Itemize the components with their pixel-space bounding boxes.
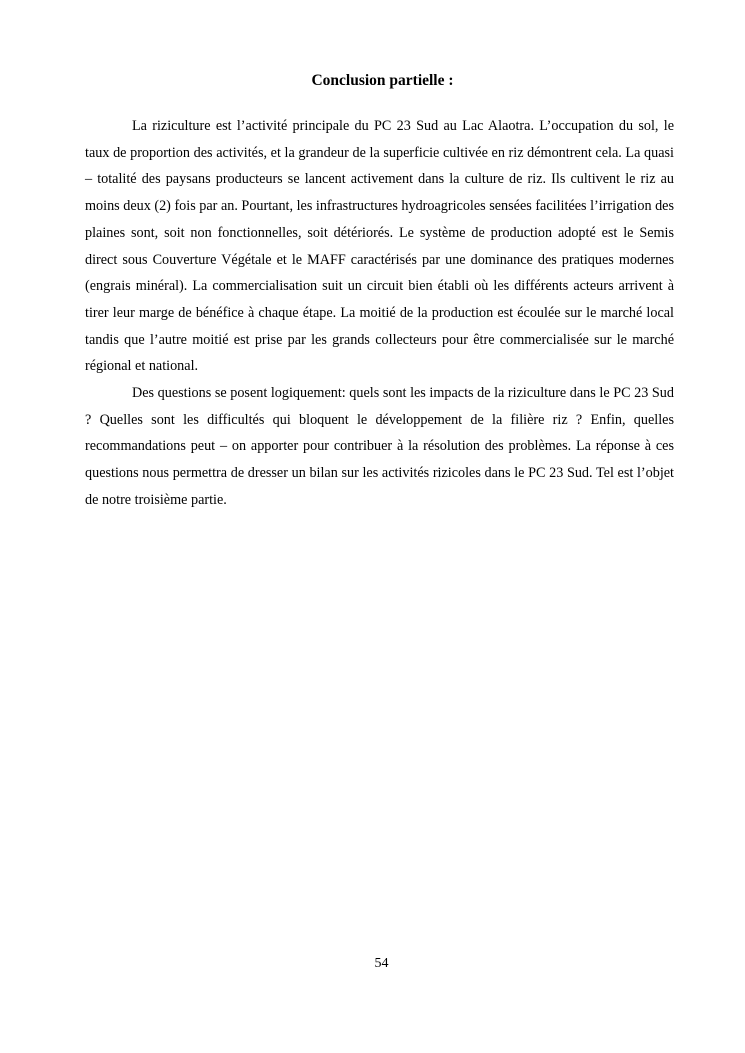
body-text [85, 113, 674, 514]
paragraph-1: La riziculture est l’activité principale du PC 23 Sud au Lac Alaotra. L’occupation du sol, le taux de proportion des activités, et la grandeur de la superficie cultivée en riz démontrent cela. La quasi – totalité des paysans producteurs se lancent activement dans la culture de riz. Ils cultivent le riz au moins deux (2) fois par an. Pourtant, les infrastructures hydroagricoles sensées facilitées l’irrigation des plaines sont, soit non fonctionnelles, soit détériorés. Le système de production adopté est le Semis direct sous Couverture Végétale et le MAFF caractérisés par une dominance des pratiques modernes (engrais minéral). La commercialisation suit un circuit bien établi où les différents acteurs arrivent à tirer leur marge de bénéfice à chaque étape. La moitié de la production est écoulée sur le marché local tandis que l’autre moitié est prise par les grands collecteurs pour être commercialisée sur le marché régional et national. [85, 118, 675, 375]
page-number: 54 [374, 956, 389, 971]
section-title: Conclusion partielle : [311, 72, 454, 89]
paragraph-2: Des questions se posent logiquement: quels sont les impacts de la riziculture dans le PC 23 Sud ? Quelles sont les difficultés qui bloquent le développement de la filière riz ? Enfin, quelles recommandations peut – on apporter pour contribuer à la résolution des problèmes. La réponse à ces questions nous permettra de dresser un bilan sur les activités rizicoles dans le PC 23 Sud. Tel est l’objet de notre troisième partie. [85, 385, 674, 508]
